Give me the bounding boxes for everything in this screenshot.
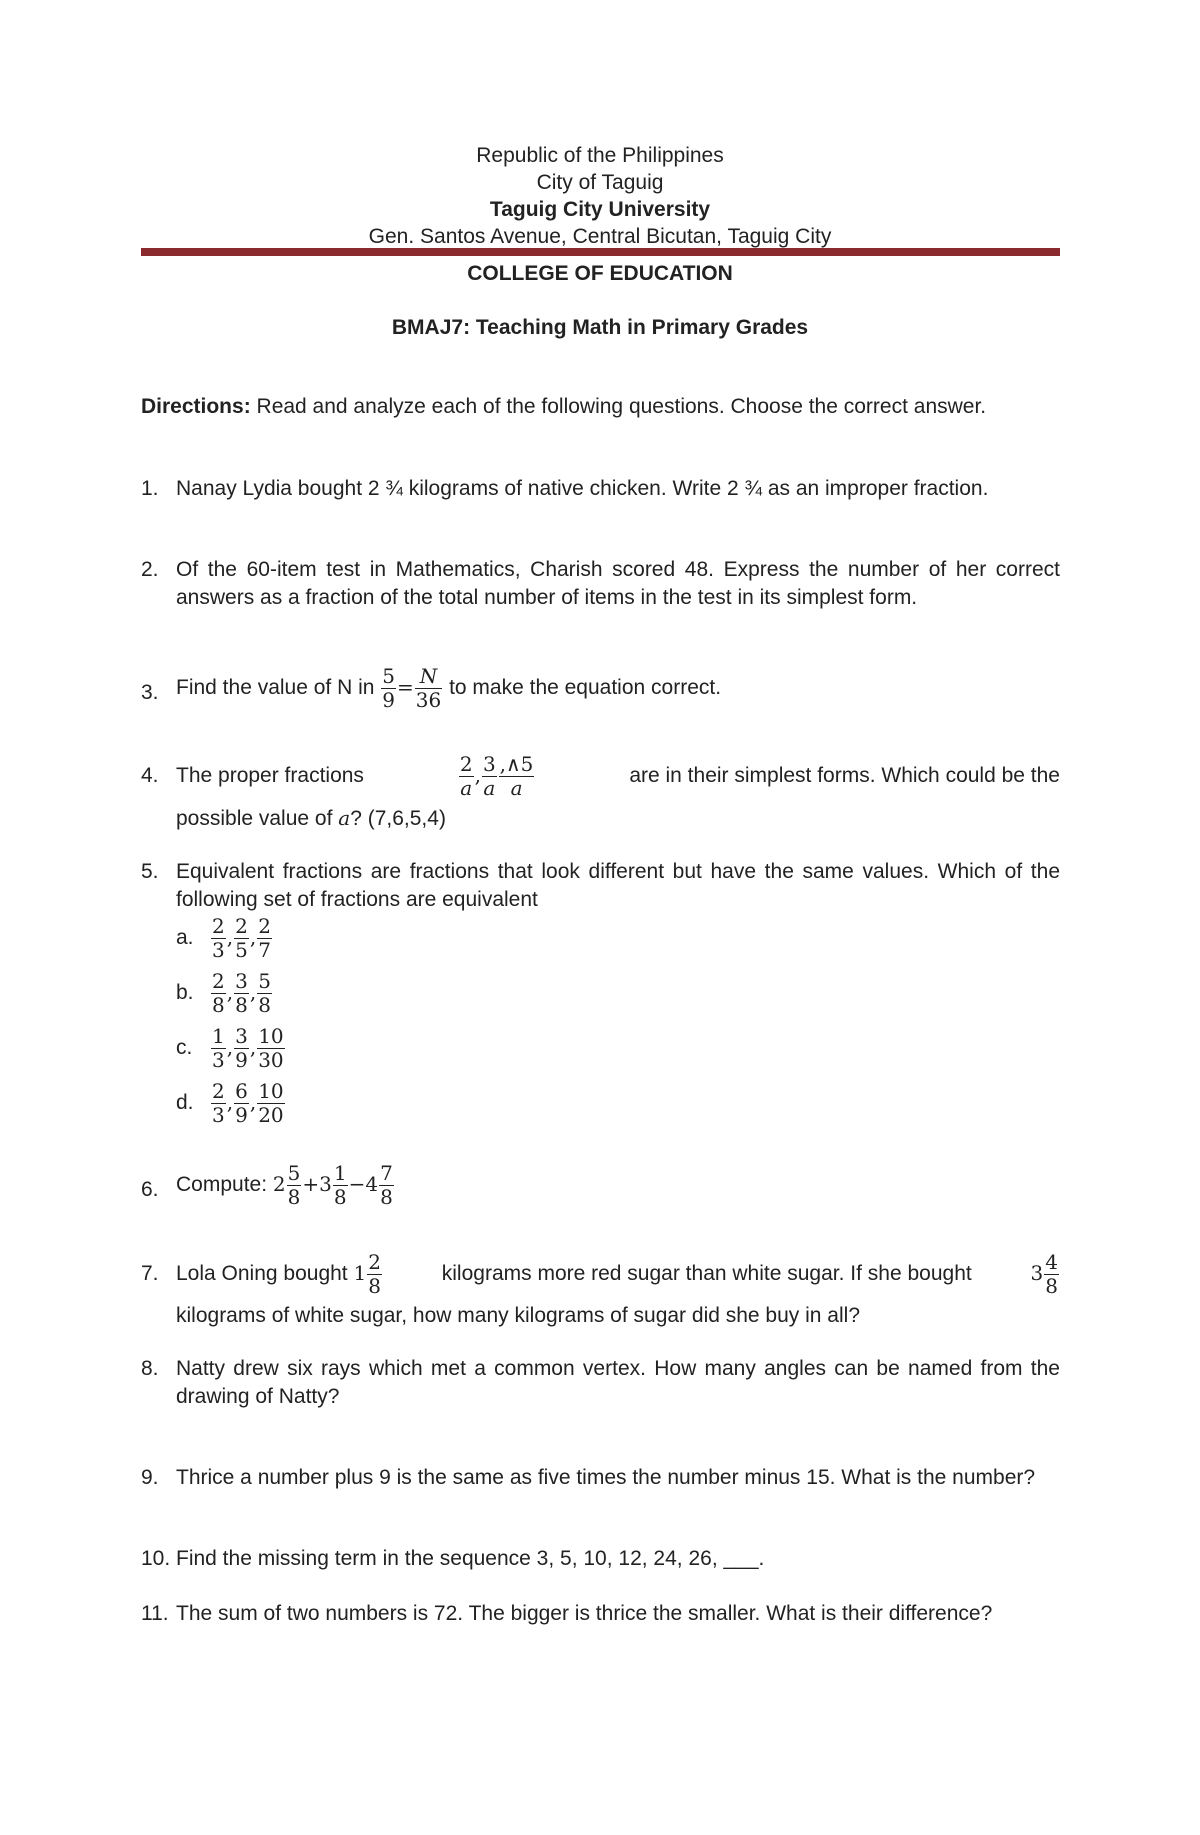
directions-label: Directions: (141, 395, 251, 418)
fraction (211, 915, 226, 962)
denominator: 9 (235, 1048, 248, 1072)
fraction (499, 753, 535, 800)
numerator: 3 (235, 969, 248, 993)
question-number: 11. (141, 1602, 169, 1625)
directions (141, 393, 1060, 421)
question-number: 8. (141, 1357, 159, 1380)
option-b: b. $\frac{2}{8}$ , $\frac{3}{8}$ , $\frac{5}{8}$ (176, 969, 271, 1017)
fraction (257, 1080, 284, 1127)
question-text-part (1031, 1251, 1060, 1298)
option-label: c. (176, 1036, 193, 1060)
question-text-part: Compute: (176, 1173, 273, 1197)
numerator: 2 (212, 1079, 225, 1103)
course-title: BMAJ7: Teaching Math in Primary Grades (391, 316, 809, 339)
fraction (257, 970, 272, 1017)
fraction (211, 1025, 226, 1072)
fraction (1044, 1251, 1059, 1298)
denominator: 8 (380, 1185, 393, 1209)
question-number: 9. (141, 1466, 159, 1489)
question-line (176, 748, 1060, 804)
header-university: Taguig City University (489, 198, 711, 221)
numerator: 2 (212, 969, 225, 993)
numerator: 2 (235, 914, 248, 938)
numerator: 2 (459, 751, 473, 776)
plus-sign: + (302, 1172, 320, 1197)
college-title: COLLEGE OF EDUCATION (467, 262, 733, 285)
question-text-part: possible value of (176, 807, 339, 830)
whole-number: 3 (1030, 1260, 1044, 1285)
fraction (211, 1080, 226, 1127)
numerator: 2 (368, 1249, 381, 1274)
option-c: c. $\frac{1}{3}$ , $\frac{3}{9}$ , $\frac{10}{30}$ (176, 1024, 284, 1072)
question-number: 1. (141, 477, 159, 500)
fraction (234, 915, 249, 962)
numerator: 1 (212, 1024, 225, 1048)
numerator: 3 (235, 1024, 248, 1048)
question-text-part: Lola Oning bought (176, 1261, 354, 1285)
question-text-part: kilograms more red sugar than white sugar. If she bought (435, 1262, 978, 1285)
fraction (234, 970, 249, 1017)
question-line (176, 1246, 1060, 1302)
whole-number: 4 (365, 1172, 379, 1197)
question-text: Find the missing term in the sequence 3, 5, 10, 12, 24, 26, ___. (176, 1547, 765, 1570)
option-label: b. (176, 981, 194, 1005)
option-label: a. (176, 926, 194, 950)
denominator: 30 (258, 1048, 284, 1072)
denominator: a (460, 775, 473, 800)
question-number: 6. (141, 1178, 159, 1201)
whole-number: 2 (272, 1172, 286, 1197)
denominator: 36 (415, 688, 442, 712)
question-number: 4. (141, 764, 159, 787)
fraction (333, 1162, 348, 1209)
denominator: 3 (212, 938, 225, 962)
numerator: 6 (235, 1079, 248, 1103)
comma: , (474, 762, 481, 787)
whole-number: 1 (353, 1260, 367, 1285)
directions-text: Read and analyze each of the following questions. Choose the correct answer. (250, 395, 987, 418)
denominator: 8 (258, 993, 271, 1017)
question-number: 2. (141, 558, 159, 581)
numerator: 1 (333, 1161, 347, 1185)
question-text: Natty drew six rays which met a common vertex. How many angles can be named from the drawing of Natty? (176, 1357, 1060, 1408)
denominator: a (483, 775, 496, 800)
fraction (415, 665, 442, 712)
denominator: 7 (258, 938, 271, 962)
fraction (234, 1080, 249, 1127)
question-line (176, 804, 1060, 833)
numerator: 5 (287, 1161, 301, 1185)
numerator: N (415, 665, 442, 689)
denominator: 8 (212, 993, 225, 1017)
question-text (176, 1162, 1060, 1209)
fraction-group (458, 753, 536, 800)
question-text: Of the 60-item test in Mathematics, Charish scored 48. Express the number of her correct answers as a fraction of the total number of items in the test in its simplest form. (176, 558, 1060, 609)
numerator: 5 (258, 969, 271, 993)
option-label: d. (176, 1091, 194, 1115)
option-d: d. $\frac{2}{3}$ , $\frac{6}{9}$ , $\frac{10}{20}$ (176, 1079, 284, 1127)
fraction (482, 753, 497, 800)
question-text-part: to make the equation correct. (443, 676, 722, 700)
numerator: 3 (482, 751, 496, 776)
equals-sign: = (397, 675, 414, 700)
denominator: 5 (235, 938, 248, 962)
fraction (257, 1025, 284, 1072)
fraction (381, 665, 396, 712)
denominator: 3 (212, 1048, 225, 1072)
denominator: 3 (212, 1103, 225, 1127)
header-republic: Republic of the Philippines (476, 144, 724, 167)
question-number: 5. (141, 860, 159, 883)
question-line: kilograms of white sugar, how many kilograms of sugar did she buy in all? (176, 1304, 860, 1327)
question-number: 3. (141, 681, 159, 704)
header-city: City of Taguig (536, 171, 664, 194)
numerator: 2 (212, 914, 225, 938)
question-text: Equivalent fractions are fractions that look different but have the same values. Which of the following set of fractions are equivalent (176, 860, 1060, 911)
denominator: 8 (333, 1185, 347, 1209)
question-text-part: Find the value of N in (176, 676, 381, 700)
question-text: Nanay Lydia bought 2 ¾ kilograms of native chicken. Write 2 ¾ as an improper fraction. (176, 477, 989, 500)
numerator: 7 (380, 1161, 393, 1185)
question-text-part: The proper fractions (176, 764, 364, 787)
question-text (176, 665, 1060, 712)
fraction (234, 1025, 249, 1072)
numerator: 2 (258, 914, 271, 938)
variable: a (338, 806, 351, 830)
numerator: 10 (258, 1024, 284, 1048)
denominator: 8 (1045, 1273, 1058, 1298)
question-text (176, 1246, 1060, 1330)
option-a: a. $\frac{2}{3}$ , $\frac{2}{5}$ , $\frac{2}{7}$ (176, 914, 271, 962)
fraction (459, 753, 474, 800)
minus-sign: − (348, 1172, 366, 1197)
denominator: 9 (235, 1103, 248, 1127)
denominator: 8 (287, 1185, 301, 1209)
denominator: 20 (258, 1103, 284, 1127)
question-text (176, 748, 1060, 833)
header-divider (141, 248, 1060, 256)
fraction (287, 1162, 302, 1209)
whole-number: 3 (319, 1172, 332, 1197)
denominator: 9 (382, 688, 396, 712)
question-text: The sum of two numbers is 72. The bigger is thrice the smaller. What is their difference? (176, 1602, 993, 1625)
question-text-part: are in their simplest forms. Which could be the (629, 764, 1060, 787)
numerator: ,∧5 (499, 751, 534, 776)
denominator: 8 (235, 993, 248, 1017)
header-address: Gen. Santos Avenue, Central Bicutan, Taguig City (368, 225, 832, 248)
question-number: 7. (141, 1262, 159, 1285)
denominator: 8 (368, 1273, 381, 1298)
denominator: a (510, 775, 523, 800)
question-text-part: ? (7,6,5,4) (350, 807, 446, 830)
fraction (379, 1162, 394, 1209)
fraction (257, 915, 272, 962)
question-number: 10. (141, 1547, 171, 1570)
fraction (211, 970, 226, 1017)
question-text: Thrice a number plus 9 is the same as five times the number minus 15. What is the number? (176, 1466, 1036, 1489)
fraction (367, 1251, 382, 1298)
numerator: 4 (1045, 1249, 1058, 1274)
question-text-part (176, 1251, 383, 1298)
numerator: 10 (258, 1079, 284, 1103)
numerator: 5 (382, 664, 396, 688)
